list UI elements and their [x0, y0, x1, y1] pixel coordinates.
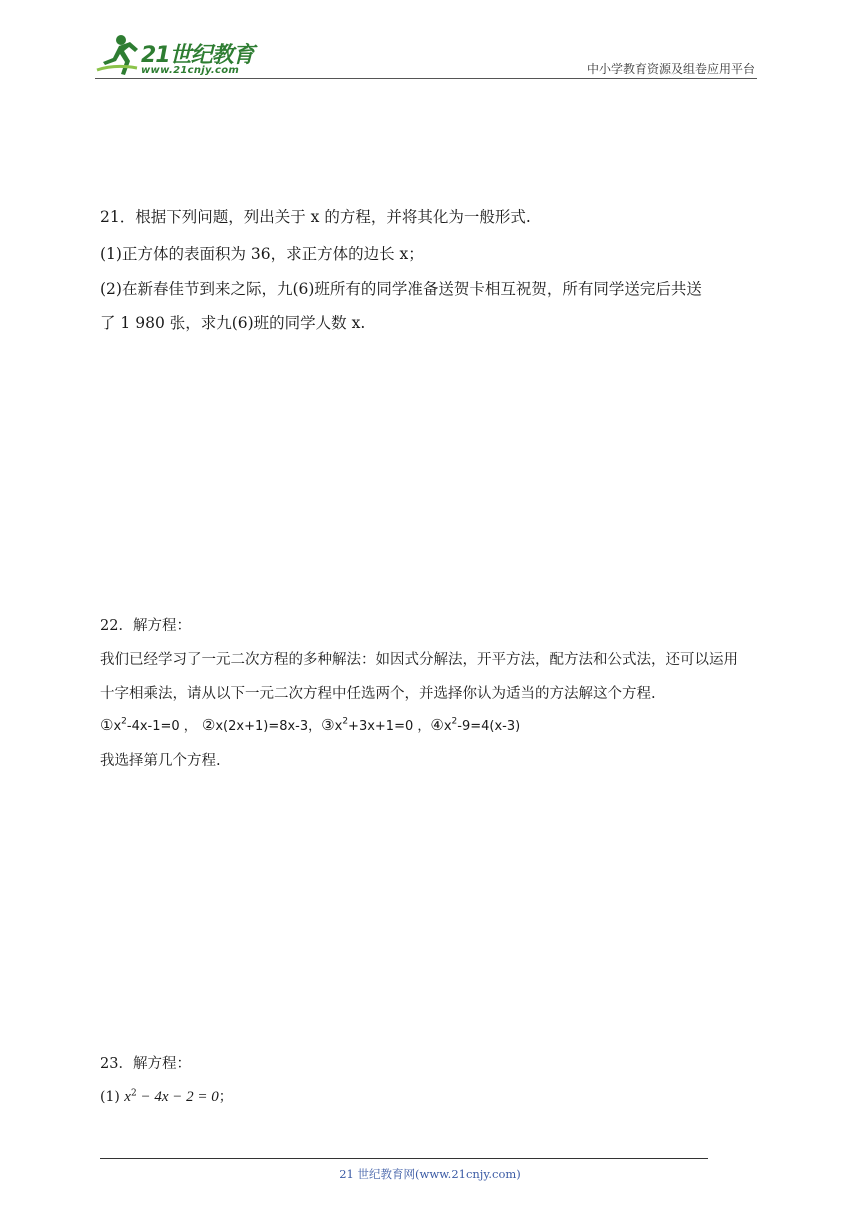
header-divider	[95, 78, 757, 79]
footer-text: 21 世纪教育网(www.21cnjy.com)	[339, 1167, 521, 1181]
eq4-rest: -9=4(x-3)	[457, 719, 521, 734]
q23-part1-exponent: 2	[130, 1088, 137, 1099]
eq1-exponent: 2	[121, 716, 127, 727]
site-logo	[95, 32, 265, 78]
eq1-x: x	[113, 719, 122, 734]
q21-part1: (1)正方体的表面积为 36，求正方体的边长 x；	[100, 245, 424, 263]
eq3-rest: +3x+1=0 ，	[348, 719, 431, 734]
q23-part1-x: x	[124, 1089, 131, 1105]
q23-part1-end: ；	[218, 1089, 233, 1105]
footer-divider	[100, 1158, 708, 1159]
logo-url: www.21cnjy.com	[141, 65, 240, 76]
q22-text-line2: 十字相乘法，请从以下一元二次方程中任选两个，并选择你认为适当的方法解这个方程.	[100, 686, 656, 702]
q23-part1	[100, 1086, 233, 1106]
header-slogan: 中小学教育资源及组卷应用平台	[586, 62, 755, 76]
eq3-marker: ③	[321, 716, 335, 734]
q23-part1-label: (1)	[100, 1089, 120, 1105]
logo-wordmark: 21世纪教育	[141, 43, 254, 68]
q22-stem: 22．解方程：	[100, 618, 191, 634]
q22-text-line1: 我们已经学习了一元二次方程的多种解法：如因式分解法，开平方法，配方法和公式法，还可以运用	[100, 652, 738, 668]
eq3-x: x	[334, 719, 343, 734]
eq4-exponent: 2	[451, 716, 458, 727]
q23-part1-equation: − 4x − 2 = 0	[136, 1089, 219, 1105]
eq1-marker: ①	[100, 716, 114, 734]
eq2-text: x(2x+1)=8x-3，	[215, 719, 322, 734]
eq3-exponent: 2	[342, 716, 349, 727]
eq2-marker: ②	[201, 716, 216, 734]
eq1-rest: -4x-1=0 ，	[126, 719, 197, 734]
page-header	[95, 28, 757, 82]
q21-part2-line2: 了 1 980 张，求九(6)班的同学人数 x.	[100, 314, 366, 332]
q23-stem: 23．解方程：	[100, 1056, 191, 1072]
q21-stem: 21．根据下列问题，列出关于 x 的方程，并将其化为一般形式.	[100, 208, 531, 226]
q21-part2-line1: (2)在新春佳节到来之际，九(6)班所有的同学准备送贺卡相互祝贺，所有同学送完后共送	[100, 280, 702, 298]
q22-choice: 我选择第几个方程.	[100, 753, 221, 769]
eq4-x: x	[443, 719, 452, 734]
eq4-marker: ④	[430, 716, 444, 734]
runner-logo-icon	[95, 32, 141, 78]
q22-equations	[100, 715, 520, 734]
